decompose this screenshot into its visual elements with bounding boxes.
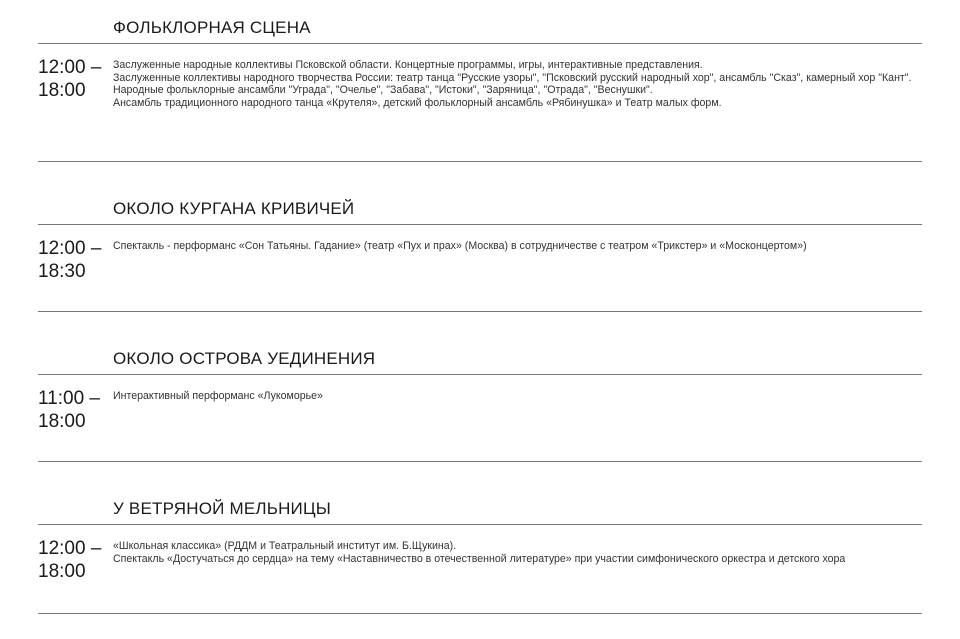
divider [38,311,922,312]
section-title: ОКОЛО КУРГАНА КРИВИЧЕЙ [113,199,355,218]
time-end: 18:30 [38,261,86,282]
event-description [113,59,913,109]
divider [38,374,922,375]
time-range [38,387,100,433]
divider [38,524,922,525]
divider [38,224,922,225]
time-end: 18:00 [38,411,86,432]
section-title: ФОЛЬКЛОРНАЯ СЦЕНА [113,18,311,37]
description-line: Народные фольклорные ансамбли "Уграда", "Очелье", "Забава", "Истоки", "Заряница", "Отрада", "Веснушки". [113,84,653,96]
description-line: Спектакль «Достучаться до сердца» на тему «Наставничество в отечественной литературе» при участии симфонического оркестра и детского хора [113,552,846,565]
description-line: Спектакль - перформанс «Сон Татьяны. Гадание» (театр «Пух и прах» (Москва) в сотрудничестве с театром «Трикстер» и «Москонцертом») [113,240,807,252]
event-description [113,240,913,253]
section-title: У ВЕТРЯНОЙ МЕЛЬНИЦЫ [113,499,332,518]
time-start: 12:00 – [38,538,102,559]
section-title: ОКОЛО ОСТРОВА УЕДИНЕНИЯ [113,349,376,368]
time-end: 18:00 [38,561,86,582]
time-range [38,537,101,583]
divider [38,461,922,462]
time-start: 12:00 – [38,238,102,259]
time-start: 12:00 – [38,57,102,78]
divider [38,43,922,44]
time-start: 11:00 – [38,388,100,409]
description-line: «Школьная классика» (РДДМ и Театральный институт им. Б.Щукина). [113,540,457,552]
divider [38,161,922,162]
divider [38,613,922,614]
description-line: Заслуженные коллективы народного творчества России: театр танца "Русские узоры", "Псковский русский народный хор", ансамбль "Сказ", камерный хор "Кант". [113,71,912,84]
description-line: Ансамбль традиционного народного танца «Крутеля», детский фольклорный ансамбль «Рябинушка» и Театр малых форм. [113,96,722,109]
description-line: Интерактивный перформанс «Лукоморье» [113,390,323,402]
description-line: Заслуженные народные коллективы Псковской области. Концертные программы, игры, интерактивные представления. [113,59,703,71]
event-description [113,390,913,403]
event-description [113,540,913,565]
time-range [38,237,101,283]
time-end: 18:00 [38,80,86,101]
time-range [38,56,101,102]
